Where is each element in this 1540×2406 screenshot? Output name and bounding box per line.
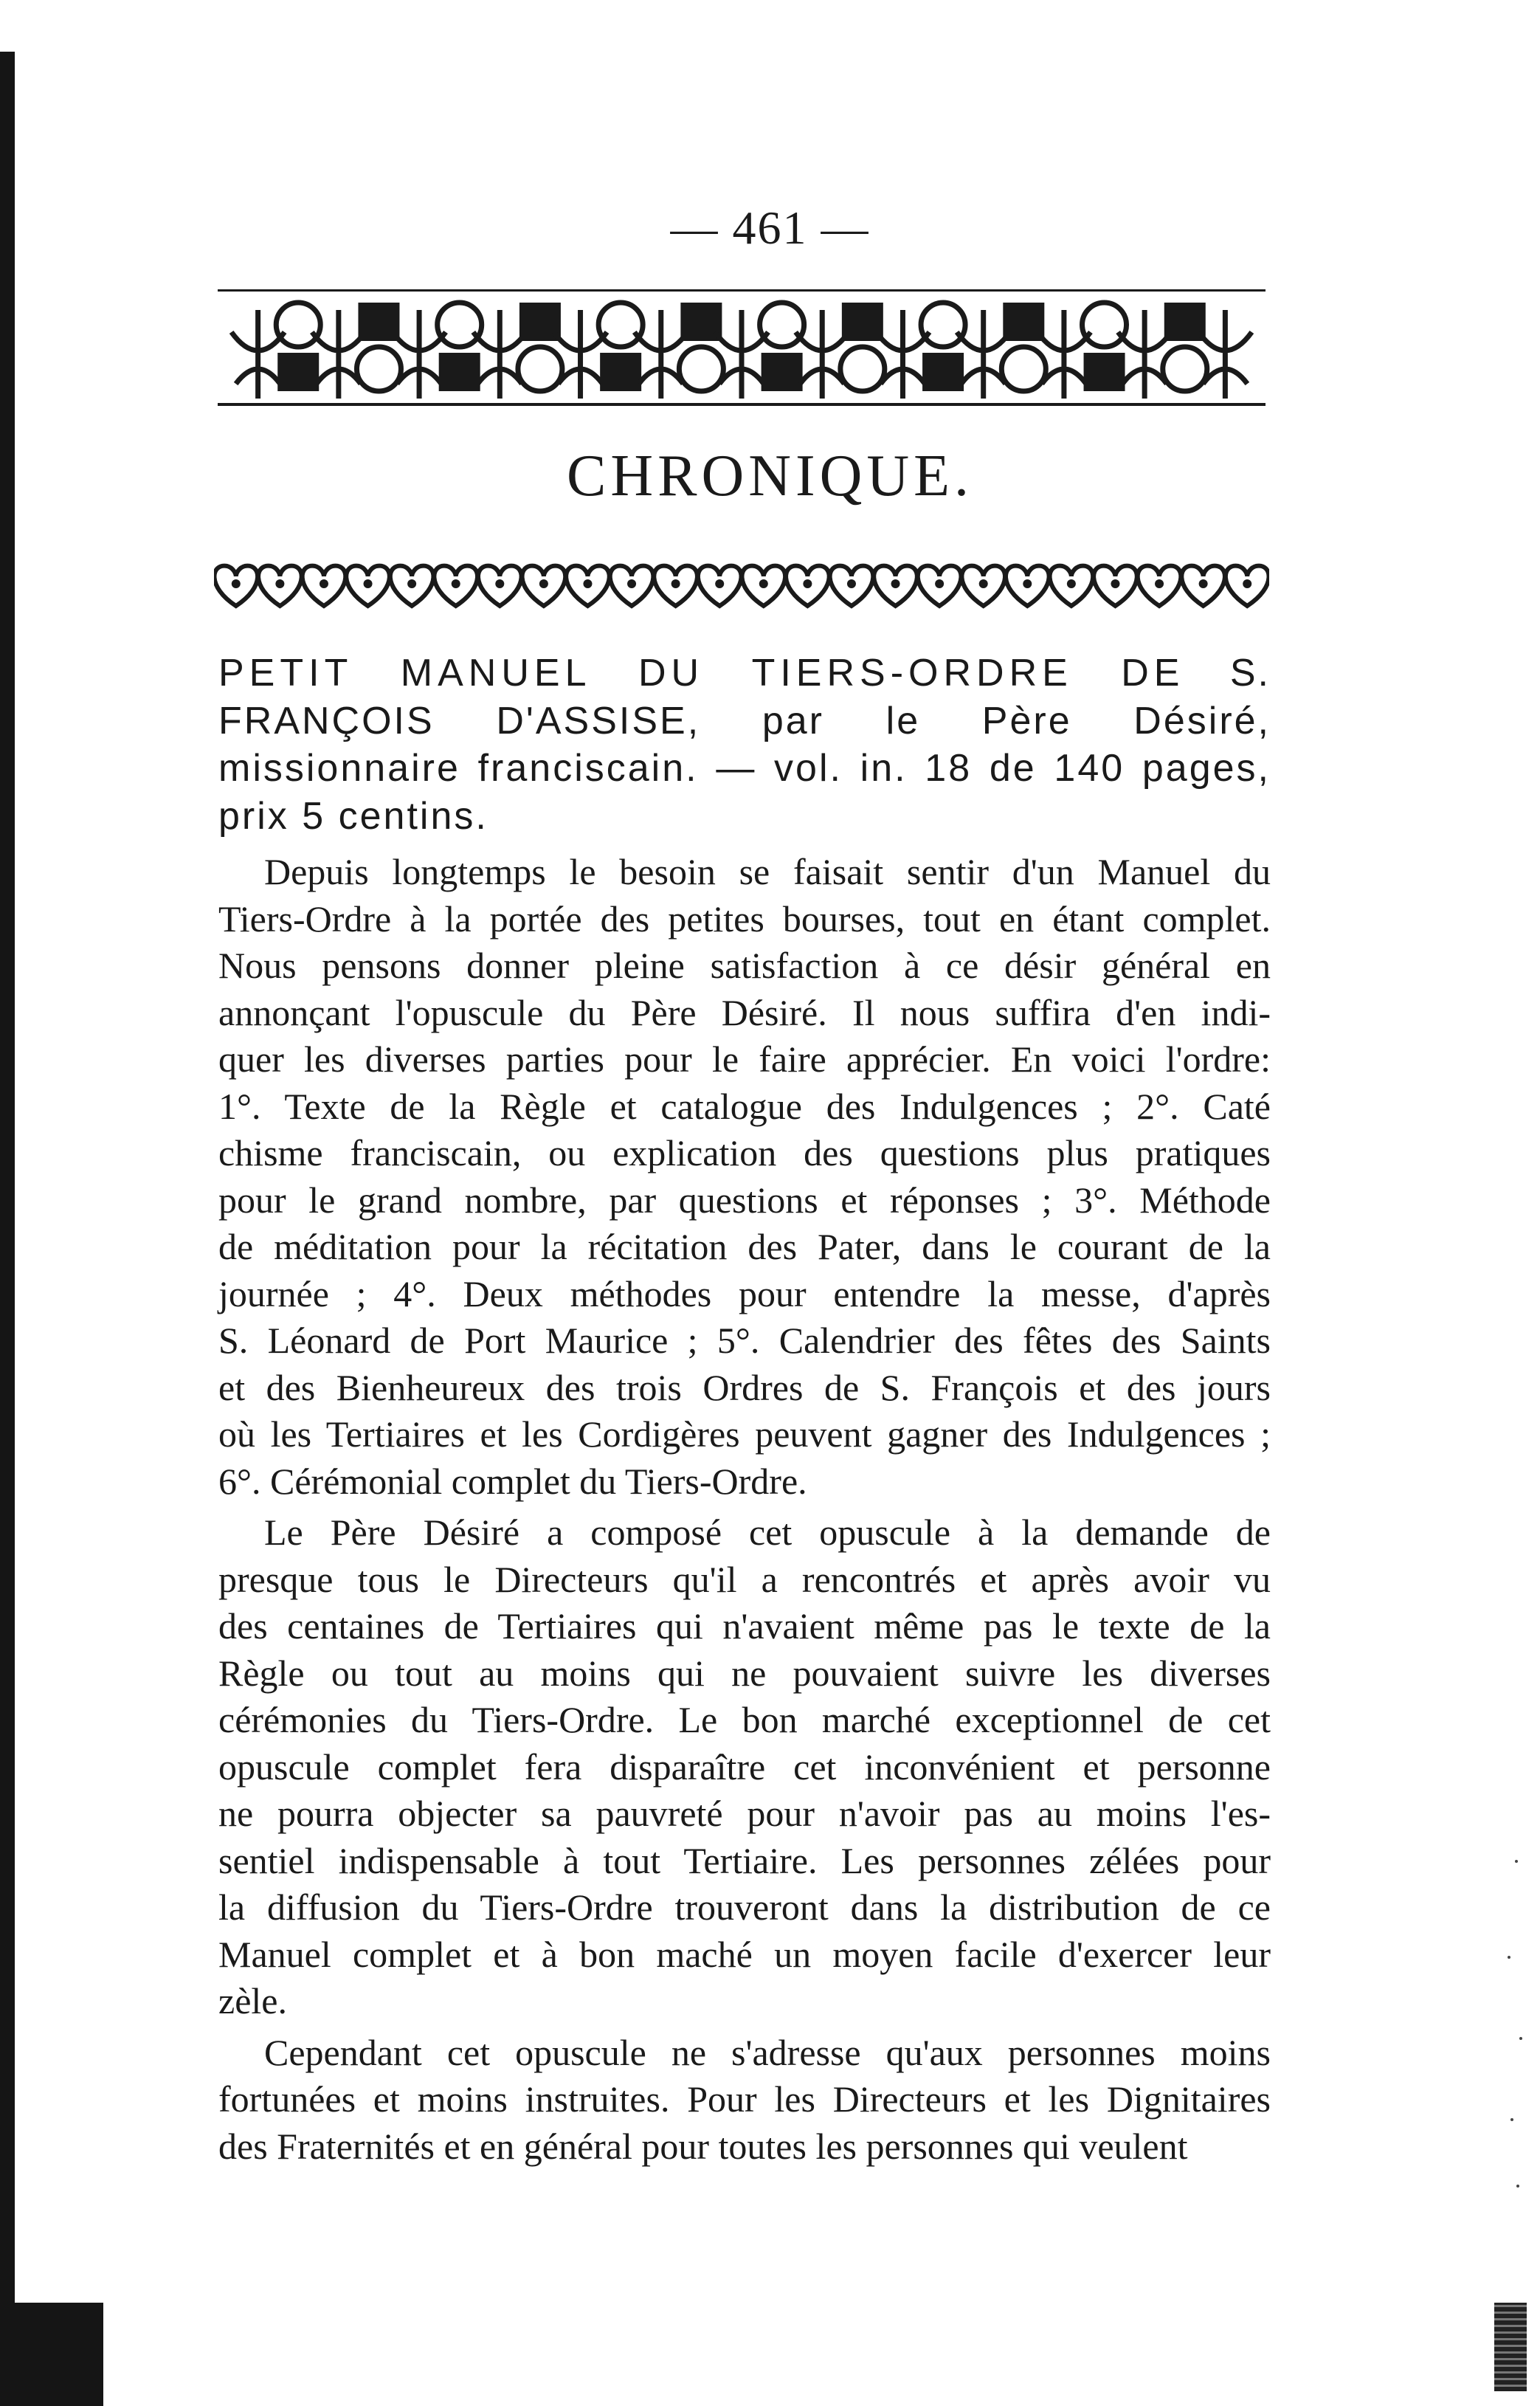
page-edge-marks (1488, 1801, 1533, 2391)
paragraph-1 (218, 849, 1271, 1505)
heart-chain-ornament (214, 557, 1269, 616)
frieze-motif (312, 303, 401, 399)
text-line: Depuis longtemps le besoin se faisait sentir d'un Manuel du (264, 851, 1271, 892)
paragraph-3 (218, 2030, 1271, 2171)
text-line: pour le grand nombre, par questions et réponses ; 3°. Méthode (218, 1179, 1271, 1221)
text-line: Tiers-Ordre à la portée des petites bourses, tout en étant complet. (218, 897, 1271, 940)
text-line: chisme franciscain, ou explication des questions plus pratiques (218, 1132, 1271, 1173)
text-line: cérémonies du Tiers-Ordre. Le bon marché exceptionnel de cet (218, 1699, 1271, 1740)
book-heading-line: S. FRANÇOIS D'ASSISE, par le Père Désiré, (218, 652, 1271, 742)
text-line: des Fraternités et en général pour toutes les personnes qui veulent (218, 2125, 1188, 2167)
article-body (218, 649, 1271, 2170)
text-line: 1°. Texte de la Règle et catalogue des Indulgences ; 2°. Caté (218, 1085, 1271, 1127)
text-line: annonçant l'opuscule du Père Désiré. Il nous suffira d'en indi- (218, 991, 1271, 1033)
book-spine-shadow-base (15, 2303, 103, 2406)
text-line: où les Tertiaires et les Cordigères peuvent gagner des Indulgences ; (218, 1413, 1271, 1455)
text-line: des centaines de Tertiaires qui n'avaient même pas le texte de la (218, 1605, 1271, 1647)
book-heading (218, 649, 1271, 840)
frieze-motif (1198, 310, 1251, 399)
frieze-motif (232, 303, 321, 399)
text-line: Le Père Désiré a composé cet opuscule à la demande de (264, 1511, 1271, 1553)
book-heading-line: PETIT MANUEL DU TIERS-ORDRE DE (218, 652, 1185, 694)
book-heading-line: prix 5 centins. (218, 794, 488, 838)
text-line: et des Bienheureux des trois Ordres de S. François et des jours (218, 1366, 1271, 1408)
text-line: ne pourra objecter sa pauvreté pour n'avoir pas au moins l'es- (218, 1793, 1271, 1834)
book-heading-line: missionnaire franciscain. — vol. in. 18 de 140 pages, (218, 747, 1271, 790)
text-line: Règle ou tout au moins qui ne pouvaient suivre les diverses (218, 1652, 1271, 1694)
floral-frieze-ornament (218, 280, 1266, 413)
frieze-motif (715, 303, 804, 399)
chapter-title: CHRONIQUE. (566, 444, 974, 509)
text-line: opuscule complet fera disparaître cet inconvénient et personne (218, 1745, 1271, 1788)
text-line: Nous pensons donner pleine satisfaction à ce désir général en (218, 945, 1271, 986)
book-spine-shadow (0, 52, 15, 2406)
text-line: sentiel indispensable à tout Tertiaire. Les personnes zélées pour (218, 1839, 1271, 1881)
text-line: la diffusion du Tiers-Ordre trouveront dans la distribution de ce (218, 1886, 1271, 1928)
text-line: quer les diverses parties pour le faire apprécier. En voici l'ordre: (218, 1038, 1271, 1080)
frieze-motif (1037, 303, 1127, 399)
frieze-motif (393, 303, 482, 399)
page-number: — 461 — (670, 201, 870, 254)
frieze-motif (473, 303, 562, 399)
text-line: de méditation pour la récitation des Pater, dans le courant de la (218, 1226, 1271, 1267)
frieze-motif (1118, 303, 1207, 399)
frieze-motif (876, 303, 965, 399)
frieze-motif (795, 303, 885, 399)
text-line: zèle. (218, 1980, 287, 2021)
text-line: Manuel complet et à bon maché un moyen facile d'exercer leur (218, 1933, 1271, 1975)
text-line: Cependant cet opuscule ne s'adresse qu'aux personnes moins (264, 2031, 1271, 2073)
text-line: presque tous le Directeurs qu'il a rencontrés et après avoir vu (218, 1558, 1271, 1600)
text-line: fortunées et moins instruites. Pour les Directeurs et les Dignitaires (218, 2078, 1271, 2120)
text-line: 6°. Cérémonial complet du Tiers-Ordre. (218, 1460, 807, 1502)
frieze-motif (554, 303, 643, 399)
text-line: S. Léonard de Port Maurice ; 5°. Calendrier des fêtes des Saints (218, 1320, 1271, 1361)
frieze-motif (957, 303, 1046, 399)
frieze-motif (635, 303, 724, 399)
text-line: journée ; 4°. Deux méthodes pour entendre la messe, d'après (218, 1272, 1271, 1314)
paragraph-2 (218, 1509, 1271, 2025)
